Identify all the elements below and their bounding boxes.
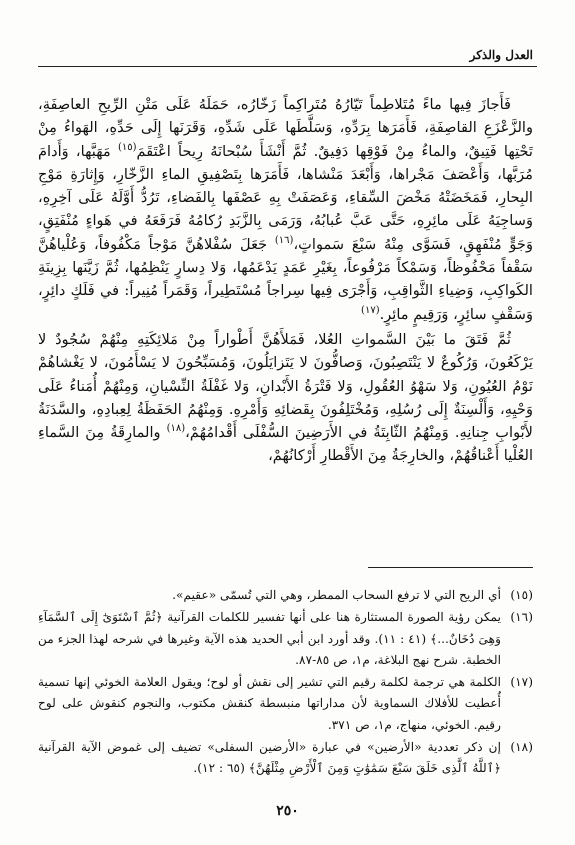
footnotes xyxy=(38,585,533,781)
footnote-17 xyxy=(38,672,533,736)
footnote-ref-17[interactable]: (١٧) xyxy=(361,304,380,316)
footnote-text: أي الريح التي لا ترفع السحاب الممطر، وهي التي تُسمّى «عقيم». xyxy=(172,588,501,602)
running-head: العدل والذكر xyxy=(469,48,533,62)
paragraph-1-text-c: جَعَلَ سُفْلاهُنَّ مَوْجاً مَكْفُوفاً، وَعُلْياهُنَّ سَقْفاً مَحْفُوظاً، وَسَمْكاً مَرْفُوعاً، بِغَيْرِ عَمَدٍ يَدْعَمُها، وَلا دِسارٍ يَنْظِمُها، ثُمَّ زَيَّنَها بِزِينَةِ الكَواكِبِ، وَضِياءِ الثَّواقِبِ، وَأَجْرَى فِيها سِراجاً مُسْتَطِيراً، وَقَمَراً مُنِيراً: في فَلَكٍ دائِرٍ، وَسَقْفٍ سائِرٍ، وَرَقِيمٍ مائِرٍ. xyxy=(38,235,533,323)
paragraph-1 xyxy=(38,93,533,326)
page-number: ٢٥٠ xyxy=(276,803,299,819)
footnote-ref-16[interactable]: (١٦) xyxy=(274,234,294,246)
footnote-ref-15[interactable]: (١٥) xyxy=(117,141,137,153)
footnote-16 xyxy=(38,607,533,671)
footnote-number: (١٦) xyxy=(510,610,533,625)
footnote-18 xyxy=(38,737,533,780)
footnote-number: (١٨) xyxy=(510,740,533,755)
footnote-ref-18[interactable]: (١٨) xyxy=(166,423,186,435)
paragraph-1-text-b: مَهَبَّها، وَأَدامَ مُرَبَّها، وَأَعْصَفَ مَجْراها، وَأَبْعَدَ مَنْشاها، فَأَمَرَها بِتَصْفِيقِ الماءِ الزَّخّارِ، وَإِثارَةِ مَوْجِ البِحارِ، فَمَخَضَتْهُ مَخْضَ السِّقاءِ، وَعَصَفَتْ بِهِ عَصْفَها بِالفَضاءِ، تَرُدُّ أَوَّلَهُ عَلَى آخِرِهِ، وَساجِيَهُ عَلَى مائِرِهِ، حَتَّى عَبَّ عُبابُهُ، وَرَمَى بِالزَّبَدِ رُكامُهُ فَرَفَعَهُ في هَواءٍ مُنْفَتِقٍ، وَجَوٍّ مُنْفَهِقٍ، فَسَوَّى مِنْهُ سَبْعَ سَمواتٍ، xyxy=(38,142,533,253)
paragraph-2-text-a: ثُمَّ فَتَقَ ما بَيْنَ السَّمواتِ العُلا، فَمَلأَهُنَّ أَطْواراً مِنْ مَلائِكَتِهِ مِنْهُمْ سُجُودٌ لا يَرْكَعُونَ، وَرُكُوعٌ لا يَنْتَصِبُونَ، وَصافُّونَ لا يَتَزايَلُونَ، وَمُسَبِّحُونَ لا يَسْأَمُونَ، لا يَغْشاهُمْ نَوْمُ العُيُونِ، وَلا سَهْوُ العُقُولِ، وَلا فَتْرَةُ الأَبْدانِ، وَلا غَفْلَةُ النِّسْيانِ، وَمِنْهُمْ أُمَناءُ عَلَى وَحْيِهِ، وَأَلْسِنَةٌ إِلَى رُسُلِهِ، وَمُخْتَلِفُونَ بِقَضائِهِ وَأَمْرِهِ. وَمِنْهُمُ الحَفَظَةُ لِعِبادِهِ، والسَّدَنَةُ لأَبْوابِ جِنانِهِ. وَمِنْهُمُ الثّابِتَةُ في الأَرَضِينَ السُّفْلَى أَقْدامُهُمْ، xyxy=(38,330,534,442)
paragraph-2 xyxy=(38,328,533,468)
paragraph-2-text-b: والمارِقَةُ مِنَ السَّماءِ العُلْيا أَعْناقُهُمْ، والخارِجَةُ مِنَ الأَقْطارِ أَرْكانُهُمْ، xyxy=(38,424,533,465)
footnote-15 xyxy=(38,585,533,606)
footnote-number: (١٥) xyxy=(510,588,533,602)
footnote-text: يمكن رؤية الصورة المستثارة هنا على أنها تفسير للكلمات القرآنية ﴿ثُمَّ ٱسْتَوَىٰٓ إِلَى ٱلسَّمَآءِ وَهِىَ دُخَانٌ...﴾ (٤١ : ١١). وقد أورد ابن أبي الحديد هذه الآية وغيرها في شرحه لهذا الجزء من الخطبة. شرح نهج البلاغة، م١، ص ٨٥-٨٧. xyxy=(38,610,501,667)
main-text xyxy=(38,93,533,468)
footnote-text: إن ذكر تعددية «الأرضين» في عبارة «الأرضين السفلى» تضيف إلى غموض الآية القرآنية ﴿ٱللَّهُ ٱلَّذِى خَلَقَ سَبْعَ سَمَٰوَٰتٍ وَمِنَ ٱلْأَرْضِ مِثْلَهُنَّ﴾ (٦٥ : ١٢). xyxy=(38,740,501,776)
header-rule xyxy=(38,66,537,67)
footnote-number: (١٧) xyxy=(510,675,533,690)
footnote-text: الكلمة هي ترجمة لكلمة رقيم التي تشير إلى نقش أو لوح؛ ويقول العلامة الخوئي إنها تسمية أُعطيت للأفلاك السماوية لأن مداراتها منبسطة كنقش مكتوب، والنجوم كنقوش على لوح رقيم. الخوئي، منهاج، م١، ص ٣٧١. xyxy=(38,675,501,732)
paragraph-1-text-a: فَأَجازَ فِيها ماءً مُتَلاطِماً تَيّارُهُ مُتَراكِماً زَخّارُه، حَمَلَهُ عَلَى مَتْنِ الرِّيحِ العاصِفَةِ، والزَّعْزَعِ القاصِفَةِ، فَأَمَرَها بِرَدِّهِ، وَسَلَّطَها عَلَى شَدِّهِ، وَقَرَنَها إِلَى حَدِّهِ، الهَواءُ مِنْ تَحْتِها فَتِيقٌ، والماءُ مِنْ فَوْقِها دَفِيقٌ. ثُمَّ أَنْشَأَ سُبْحانَهُ رِيحاً اعْتَقَمَ xyxy=(38,96,533,160)
footnote-rule xyxy=(368,567,533,568)
